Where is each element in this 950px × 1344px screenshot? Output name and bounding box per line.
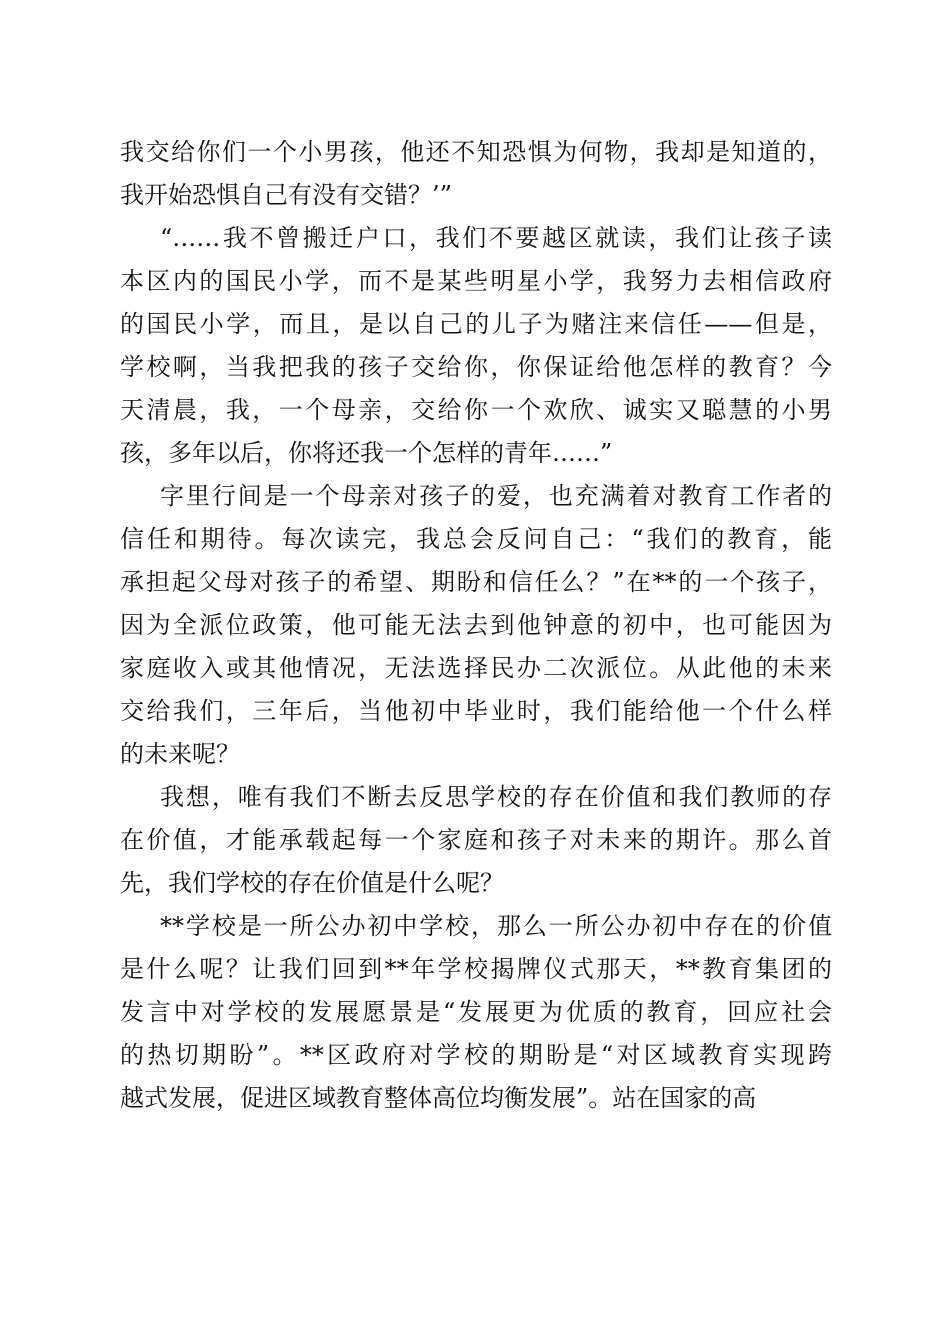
text-line: 是什么呢？让我们回到**年学校揭牌仪式那天，**教育集团的 (120, 955, 832, 983)
paragraph (120, 217, 832, 475)
text-line: 越式发展，促进区域教育整体高位均衡发展”。站在国家的高 (120, 1084, 757, 1112)
text-line: 信任和期待。每次读完，我总会反问自己：“我们的教育，能 (120, 525, 832, 553)
text-line: 先，我们学校的存在价值是什么呢？ (120, 869, 504, 897)
text-line: 家庭收入或其他情况，无法选择民办二次派位。从此他的未来 (120, 654, 832, 682)
text-line: “……我不曾搬迁户口，我们不要越区就读，我们让孩子读 (160, 224, 832, 252)
paragraph (120, 905, 832, 1120)
text-line: 我开始恐惧自己有没有交错？’” (120, 181, 452, 209)
text-line: **学校是一所公办初中学校，那么一所公办初中存在的价值 (160, 912, 832, 940)
text-line: 承担起父母对孩子的希望、期盼和信任么？”在**的一个孩子， (120, 568, 832, 596)
paragraph (120, 776, 832, 905)
text-line: 字里行间是一个母亲对孩子的爱，也充满着对教育工作者的 (160, 482, 832, 510)
text-line: 的未来呢？ (120, 740, 240, 768)
text-line: 交给我们，三年后，当他初中毕业时，我们能给他一个什么样 (120, 697, 832, 725)
document-body (120, 131, 832, 1120)
text-line: 本区内的国民小学，而不是某些明星小学，我努力去相信政府 (120, 267, 832, 295)
paragraph (120, 475, 832, 776)
text-line: 孩，多年以后，你将还我一个怎样的青年……” (120, 439, 613, 467)
text-line: 我想，唯有我们不断去反思学校的存在价值和我们教师的存 (160, 783, 832, 811)
text-line: 在价值，才能承载起每一个家庭和孩子对未来的期许。那么首 (120, 826, 832, 854)
text-line: 学校啊，当我把我的孩子交给你，你保证给他怎样的教育？今 (120, 353, 832, 381)
text-line: 的国民小学，而且，是以自己的儿子为赌注来信任——但是， (120, 310, 832, 338)
text-line: 发言中对学校的发展愿景是“发展更为优质的教育，回应社会 (120, 998, 832, 1026)
text-line: 的热切期盼”。**区政府对学校的期盼是“对区域教育实现跨 (120, 1041, 832, 1069)
text-line: 我交给你们一个小男孩，他还不知恐惧为何物，我却是知道的， (120, 138, 832, 166)
text-line: 因为全派位政策，他可能无法去到他钟意的初中，也可能因为 (120, 611, 832, 639)
paragraph (120, 131, 832, 217)
text-line: 天清晨，我，一个母亲，交给你一个欢欣、诚实又聪慧的小男 (120, 396, 832, 424)
